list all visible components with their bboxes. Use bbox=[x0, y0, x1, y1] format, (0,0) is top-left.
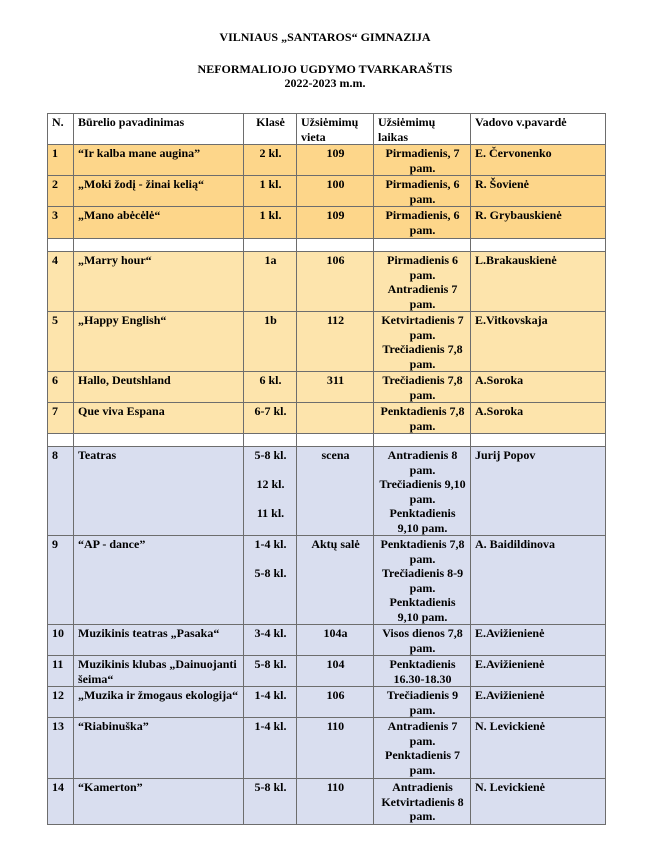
row-time: Penktadienis 7,8 pam. bbox=[374, 403, 471, 434]
row-place: Aktų salė bbox=[297, 536, 374, 625]
row-time bbox=[374, 536, 471, 625]
row-time: Visos dienos 7,8 pam. bbox=[374, 625, 471, 656]
row-leader: E.Vitkovskaja bbox=[471, 312, 606, 372]
row-grade: 1a bbox=[244, 252, 297, 312]
row-grade: 3-4 kl. bbox=[244, 625, 297, 656]
row-grade: 6 kl. bbox=[244, 372, 297, 403]
row-leader: L.Brakauskienė bbox=[471, 252, 606, 312]
col-header-grade: Klasė bbox=[244, 114, 297, 145]
row-name: “Kamerton” bbox=[74, 779, 244, 825]
row-no: 9 bbox=[48, 536, 74, 625]
time-line: Penktadienis 7 pam. bbox=[384, 748, 460, 777]
row-leader: E. Červonenko bbox=[471, 145, 606, 176]
row-place: 110 bbox=[297, 779, 374, 825]
separator-row bbox=[48, 239, 606, 252]
row-place: 109 bbox=[297, 207, 374, 239]
row-grade: 1 kl. bbox=[244, 176, 297, 207]
table-row bbox=[48, 536, 606, 625]
time-line: Antradienis 8 pam. bbox=[387, 448, 458, 477]
row-name: „Mano abėcėlė“ bbox=[74, 207, 244, 239]
row-grade: 5-8 kl. bbox=[244, 779, 297, 825]
row-leader: A.Soroka bbox=[471, 403, 606, 434]
row-grade bbox=[244, 536, 297, 625]
table-row bbox=[48, 176, 606, 207]
table-row bbox=[48, 718, 606, 779]
table-row bbox=[48, 312, 606, 372]
row-grade: 2 kl. bbox=[244, 145, 297, 176]
col-header-name: Būrelio pavadinimas bbox=[74, 114, 244, 145]
row-grade: 1-4 kl. bbox=[244, 718, 297, 779]
row-no: 14 bbox=[48, 779, 74, 825]
row-leader: E.Avižienienė bbox=[471, 687, 606, 718]
row-grade: 1-4 kl. bbox=[244, 687, 297, 718]
row-name: Muzikinis teatras „Pasaka“ bbox=[74, 625, 244, 656]
row-time bbox=[374, 447, 471, 536]
row-grade: 1b bbox=[244, 312, 297, 372]
time-line: Antradienis 7 pam. bbox=[387, 282, 458, 311]
time-line: Antradienis 7 pam. bbox=[387, 719, 458, 748]
time-line: Penktadienis 7,8 pam. bbox=[380, 537, 465, 566]
col-header-leader: Vadovo v.pavardė bbox=[471, 114, 606, 145]
grade-line: 5-8 kl. bbox=[254, 448, 287, 462]
table-row bbox=[48, 372, 606, 403]
table-row bbox=[48, 687, 606, 718]
row-time: Pirmadienis, 7 pam. bbox=[374, 145, 471, 176]
row-name: „Muzika ir žmogaus ekologija“ bbox=[74, 687, 244, 718]
table-row bbox=[48, 145, 606, 176]
row-place: 104a bbox=[297, 625, 374, 656]
col-header-time: Užsiėmimų laikas bbox=[374, 114, 471, 145]
row-place: scena bbox=[297, 447, 374, 536]
time-line: Pirmadienis 6 pam. bbox=[387, 253, 458, 282]
row-no: 4 bbox=[48, 252, 74, 312]
row-grade: 5-8 kl. bbox=[244, 656, 297, 687]
row-no: 5 bbox=[48, 312, 74, 372]
time-line: Penktadienis 9,10 pam. bbox=[389, 595, 456, 624]
col-header-no: N. bbox=[48, 114, 74, 145]
time-line: Ketvirtadienis 8 pam. bbox=[381, 794, 464, 823]
row-place: 311 bbox=[297, 372, 374, 403]
time-line: Trečiadienis 8-9 pam. bbox=[381, 566, 464, 595]
table-header-row bbox=[48, 114, 606, 145]
table-row bbox=[48, 779, 606, 825]
separator-row bbox=[48, 434, 606, 447]
row-time bbox=[374, 312, 471, 372]
grade-line: 11 kl. bbox=[256, 506, 285, 520]
row-leader: E.Avižienienė bbox=[471, 625, 606, 656]
row-no: 3 bbox=[48, 207, 74, 239]
row-grade: 1 kl. bbox=[244, 207, 297, 239]
row-name: Teatras bbox=[74, 447, 244, 536]
grade-line: 12 kl. bbox=[256, 477, 285, 491]
grade-line: 5-8 kl. bbox=[254, 566, 287, 580]
time-line: Ketvirtadienis 7 pam. bbox=[381, 313, 464, 342]
time-line: Antradienis bbox=[392, 780, 453, 794]
row-name: „Happy English“ bbox=[74, 312, 244, 372]
row-time: Pirmadienis, 6 pam. bbox=[374, 176, 471, 207]
row-place: 109 bbox=[297, 145, 374, 176]
row-leader: E.Avižienienė bbox=[471, 656, 606, 687]
row-place: 104 bbox=[297, 656, 374, 687]
row-name: “Riabinuška” bbox=[74, 718, 244, 779]
row-no: 11 bbox=[48, 656, 74, 687]
row-no: 13 bbox=[48, 718, 74, 779]
table-row bbox=[48, 447, 606, 536]
row-no: 2 bbox=[48, 176, 74, 207]
row-name: „Moki žodį - žinai kelią“ bbox=[74, 176, 244, 207]
row-name: Hallo, Deutshland bbox=[74, 372, 244, 403]
row-time bbox=[374, 252, 471, 312]
row-grade: 6-7 kl. bbox=[244, 403, 297, 434]
time-line: Trečiadienis 9,10 pam. bbox=[379, 477, 466, 506]
row-name: Que viva Espana bbox=[74, 403, 244, 434]
row-time: Penktadienis 16.30-18.30 bbox=[374, 656, 471, 687]
row-name: Muzikinis klubas „Dainuojanti šeima“ bbox=[74, 656, 244, 687]
table-row bbox=[48, 207, 606, 239]
document-title: NEFORMALIOJO UGDYMO TVARKARAŠTIS bbox=[197, 62, 453, 76]
school-year: 2022-2023 m.m. bbox=[284, 76, 366, 90]
row-place bbox=[297, 403, 374, 434]
row-name: „Marry hour“ bbox=[74, 252, 244, 312]
row-time: Pirmadienis, 6 pam. bbox=[374, 207, 471, 239]
table-row bbox=[48, 625, 606, 656]
school-name: VILNIAUS „SANTAROS“ GIMNAZIJA bbox=[219, 30, 431, 44]
row-no: 7 bbox=[48, 403, 74, 434]
row-time bbox=[374, 718, 471, 779]
row-no: 1 bbox=[48, 145, 74, 176]
row-name: “AP - dance” bbox=[74, 536, 244, 625]
table-row bbox=[48, 252, 606, 312]
row-grade bbox=[244, 447, 297, 536]
row-place: 100 bbox=[297, 176, 374, 207]
time-line: Trečiadienis 7,8 pam. bbox=[382, 342, 463, 371]
row-no: 10 bbox=[48, 625, 74, 656]
row-time: Trečiadienis 7,8 pam. bbox=[374, 372, 471, 403]
row-time bbox=[374, 779, 471, 825]
row-place: 106 bbox=[297, 252, 374, 312]
row-leader: A.Soroka bbox=[471, 372, 606, 403]
row-time: Trečiadienis 9 pam. bbox=[374, 687, 471, 718]
schedule-table bbox=[47, 113, 606, 825]
row-no: 6 bbox=[48, 372, 74, 403]
row-place: 106 bbox=[297, 687, 374, 718]
table-row bbox=[48, 403, 606, 434]
row-place: 112 bbox=[297, 312, 374, 372]
table-row bbox=[48, 656, 606, 687]
row-no: 12 bbox=[48, 687, 74, 718]
row-leader: Jurij Popov bbox=[471, 447, 606, 536]
row-name: “Ir kalba mane augina” bbox=[74, 145, 244, 176]
col-header-place: Užsiėmimų vieta bbox=[297, 114, 374, 145]
row-place: 110 bbox=[297, 718, 374, 779]
row-leader: R. Grybauskienė bbox=[471, 207, 606, 239]
row-leader: N. Levickienė bbox=[471, 779, 606, 825]
row-leader: N. Levickienė bbox=[471, 718, 606, 779]
time-line: Penktadienis 9,10 pam. bbox=[389, 506, 456, 535]
row-leader: R. Šovienė bbox=[471, 176, 606, 207]
grade-line: 1-4 kl. bbox=[254, 537, 287, 551]
row-leader: A. Baidildinova bbox=[471, 536, 606, 625]
row-no: 8 bbox=[48, 447, 74, 536]
